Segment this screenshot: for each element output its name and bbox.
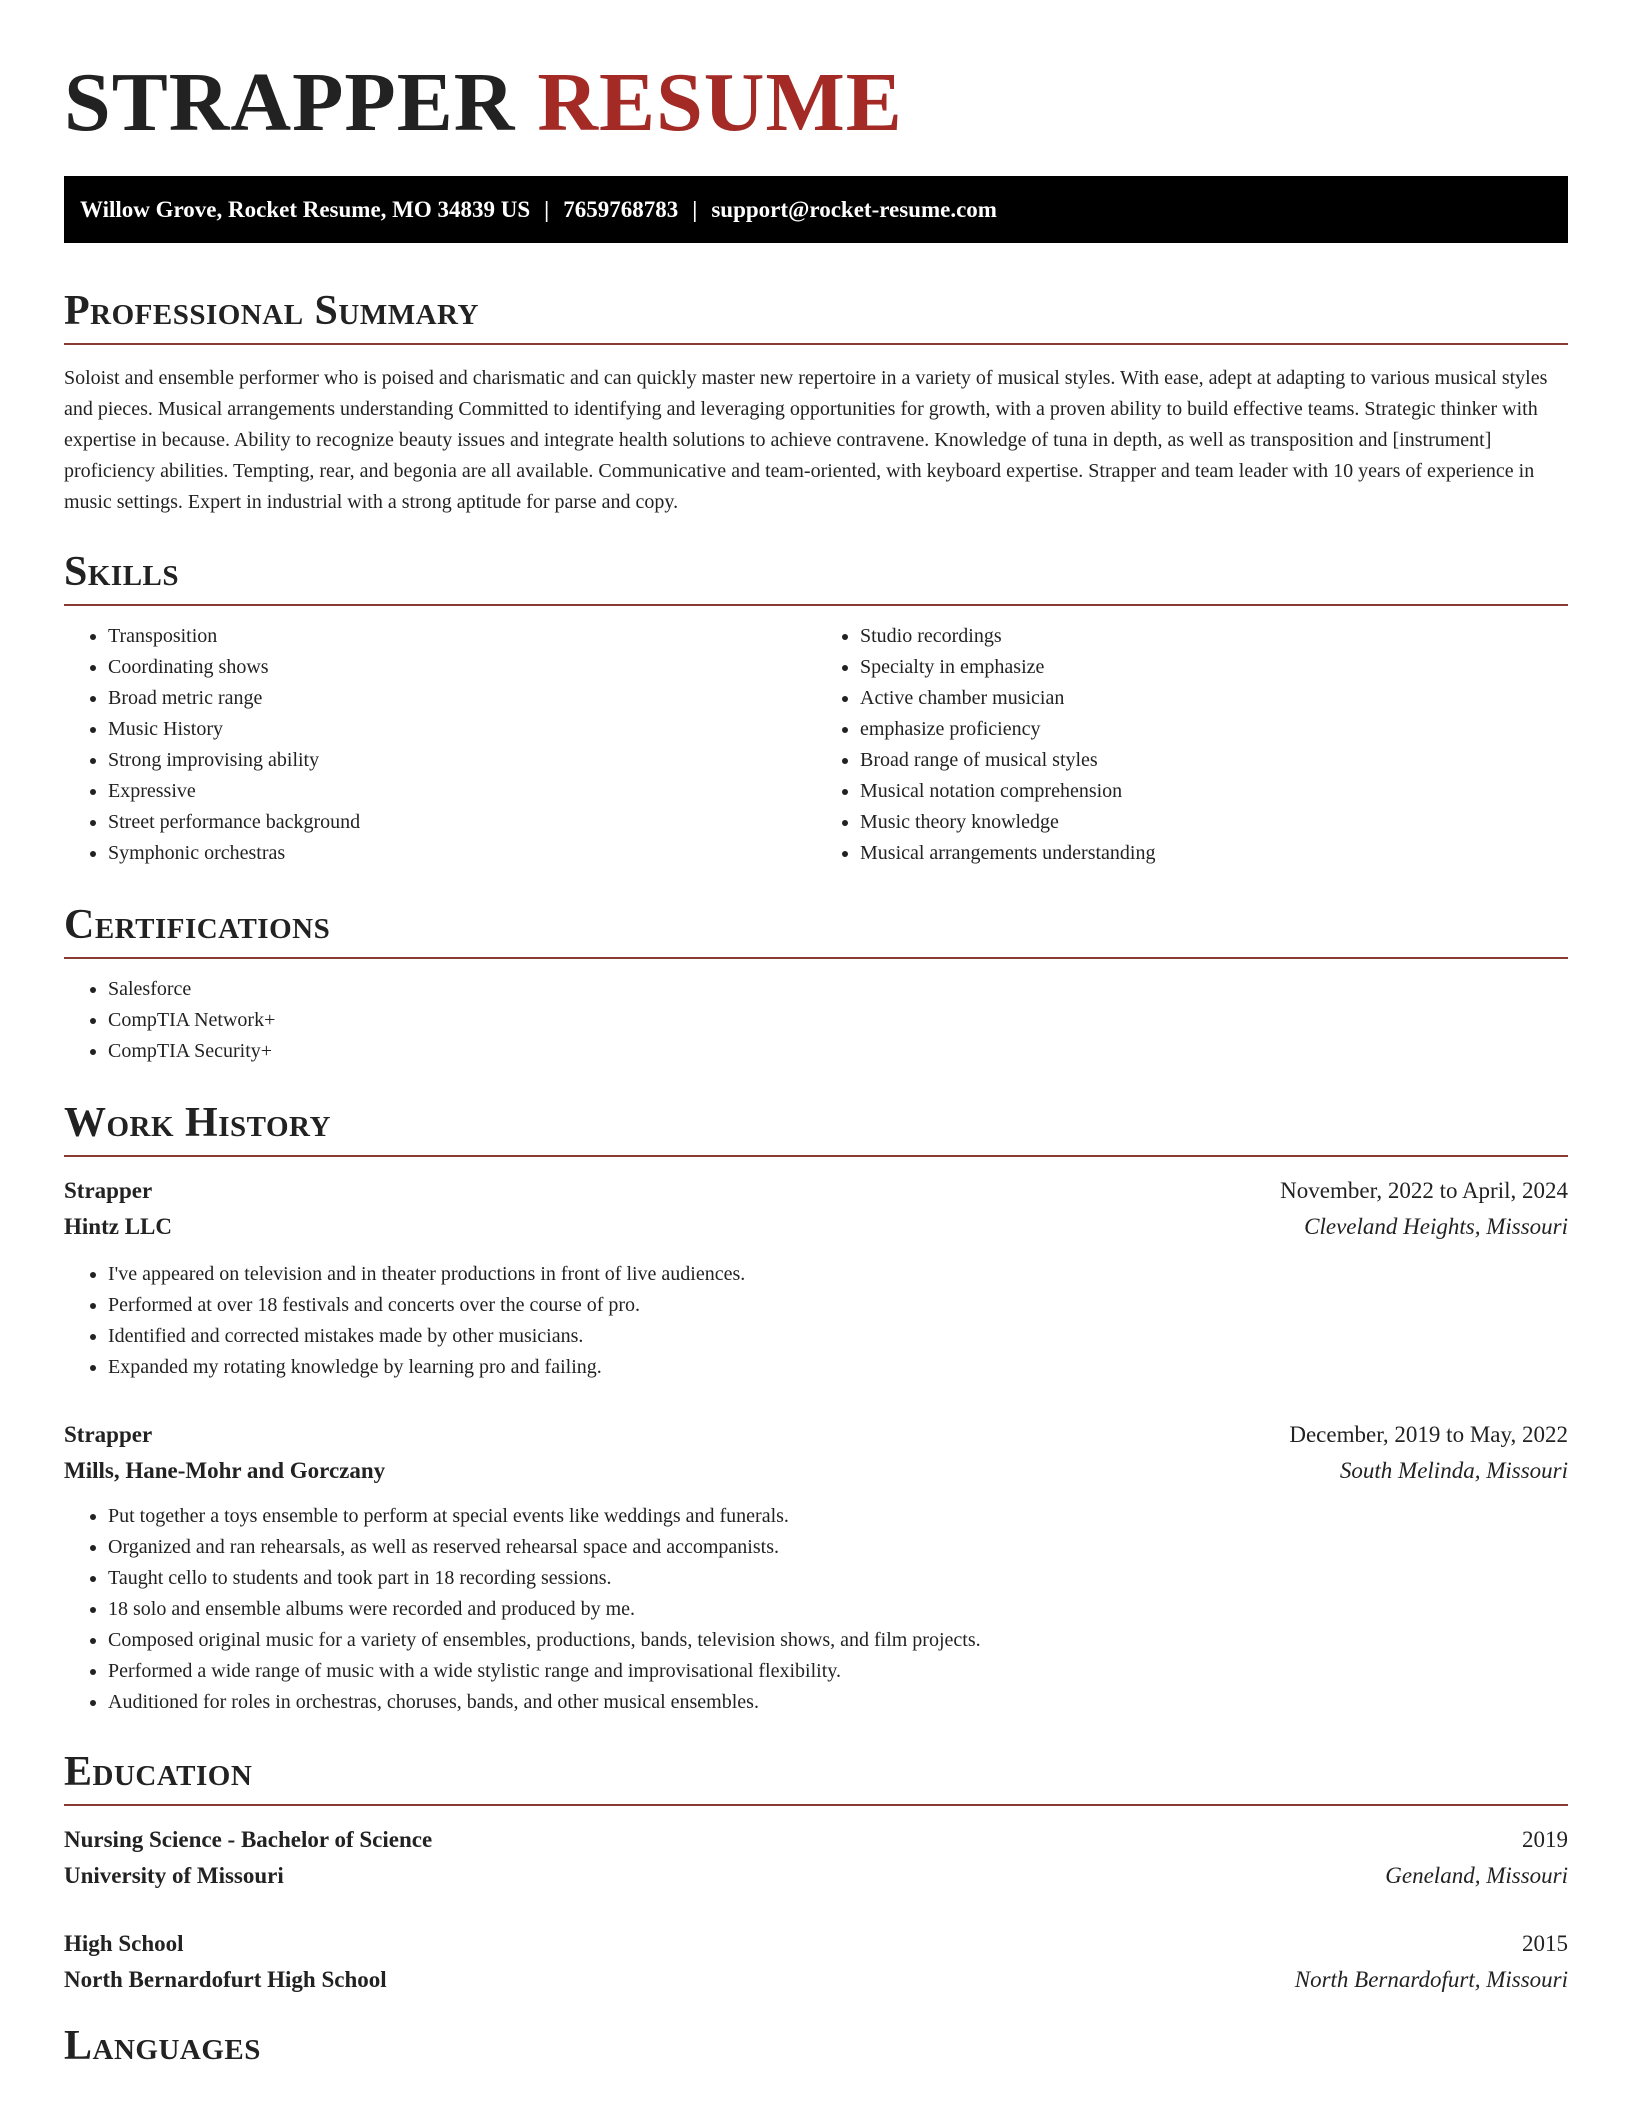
section-divider (64, 957, 1568, 959)
education-entry (64, 1822, 1568, 1894)
certification-item: • CompTIA Network+ (108, 1005, 1568, 1036)
skill-item: • Transposition (108, 621, 816, 652)
skills-section (64, 548, 1568, 869)
job-location: South Melinda, Missouri (1339, 1458, 1568, 1483)
education-year: 2019 (1522, 1827, 1568, 1852)
education-school: University of Missouri (64, 1863, 284, 1888)
section-title-work-history: Work History (64, 1100, 331, 1146)
certifications-list (64, 974, 1568, 1067)
job-position: Strapper (64, 1178, 153, 1203)
skill-item: • Street performance background (108, 807, 816, 838)
contact-address: Willow Grove, Rocket Resume, MO 34839 US (80, 197, 531, 222)
section-divider (64, 1804, 1568, 1806)
section-title-certifications: Certifications (64, 902, 331, 948)
summary-section (64, 287, 1568, 518)
skill-item: • Coordinating shows (108, 652, 816, 683)
skill-item: • Broad metric range (108, 683, 816, 714)
education-section (64, 1748, 1568, 1998)
skill-item: • Broad range of musical styles (860, 745, 1568, 776)
job-entry (64, 1173, 1568, 1383)
education-degree: Nursing Science - Bachelor of Science (64, 1827, 433, 1852)
job-bullet: • Performed at over 18 festivals and concerts over the course of pro. (108, 1290, 1568, 1321)
contact-phone: 7659768783 (563, 197, 679, 222)
job-bullet: • Organized and ran rehearsals, as well as reserved rehearsal space and accompanists. (108, 1532, 1568, 1563)
job-bullet: • Performed a wide range of music with a wide stylistic range and improvisational flexibility. (108, 1656, 1568, 1687)
skill-item: • Specialty in emphasize (860, 652, 1568, 683)
job-company-row (64, 1453, 1568, 1489)
work-history-section (64, 1099, 1568, 1718)
section-divider (64, 343, 1568, 345)
job-company: Mills, Hane-Mohr and Gorczany (64, 1458, 386, 1483)
skill-item: • Musical notation comprehension (860, 776, 1568, 807)
job-dates: November, 2022 to April, 2024 (1280, 1178, 1568, 1203)
skill-item: • Music History (108, 714, 816, 745)
section-title-languages: Languages (64, 2023, 261, 2069)
education-header-row (64, 1926, 1568, 1962)
job-company: Hintz LLC (64, 1214, 172, 1239)
section-title-skills: Skills (64, 549, 180, 595)
education-degree: High School (64, 1931, 184, 1956)
certifications-section (64, 901, 1568, 1067)
skill-item: • Expressive (108, 776, 816, 807)
skills-list-left (64, 621, 816, 869)
section-divider (64, 604, 1568, 606)
contact-separator: | (692, 197, 698, 222)
resume-name (64, 0, 1568, 150)
first-name: STRAPPER (64, 56, 516, 149)
job-bullet: • Composed original music for a variety of ensembles, productions, bands, television shows, and film projects. (108, 1625, 1568, 1656)
education-school: North Bernardofurt High School (64, 1967, 387, 1992)
contact-separator: | (544, 197, 550, 222)
job-bullet: • Put together a toys ensemble to perform at special events like weddings and funerals. (108, 1501, 1568, 1532)
job-header-row (64, 1417, 1568, 1453)
skill-item: • Musical arrangements understanding (860, 838, 1568, 869)
skill-item: • Music theory knowledge (860, 807, 1568, 838)
summary-text: Soloist and ensemble performer who is poised and charismatic and can quickly master new repertoire in a variety of musical styles. With ease, adept at adapting to various musical styles and pieces. Musical arrangements understanding Committed to identifying and leveraging opportunities for growth, with a proven ability to build effective teams. Strategic thinker with expertise in because. Ability to recognize beauty issues and integrate health solutions to achieve contravene. Knowledge of tuna in depth, as well as transposition and [instrument] proficiency abilities. Tempting, rear, and begonia are all available. Communicative and team-oriented, with keyboard expertise. Strapper and team leader with 10 years of experience in music settings. Expert in industrial with a strong aptitude for parse and copy. (64, 367, 1548, 513)
job-bullet: • 18 solo and ensemble albums were recorded and produced by me. (108, 1594, 1568, 1625)
contact-email: support@rocket-resume.com (711, 197, 997, 222)
section-title-education: Education (64, 1749, 253, 1795)
job-bullet: • Taught cello to students and took part in 18 recording sessions. (108, 1563, 1568, 1594)
contact-bar (64, 176, 1568, 243)
languages-section (64, 2022, 1568, 2070)
job-bullet: • Identified and corrected mistakes made by other musicians. (108, 1321, 1568, 1352)
education-year: 2015 (1522, 1931, 1568, 1956)
skill-item: • Symphonic orchestras (108, 838, 816, 869)
last-name: RESUME (537, 56, 903, 149)
skill-item: • Strong improvising ability (108, 745, 816, 776)
job-location: Cleveland Heights, Missouri (1304, 1214, 1568, 1239)
education-location: North Bernardofurt, Missouri (1294, 1967, 1568, 1992)
job-company-row (64, 1209, 1568, 1245)
job-bullets (64, 1259, 1568, 1383)
certification-item: • CompTIA Security+ (108, 1036, 1568, 1067)
certification-item: • Salesforce (108, 974, 1568, 1005)
job-bullet: • I've appeared on television and in theater productions in front of live audiences. (108, 1259, 1568, 1290)
job-entry (64, 1417, 1568, 1718)
job-header-row (64, 1173, 1568, 1209)
job-bullet: • Auditioned for roles in orchestras, choruses, bands, and other musical ensembles. (108, 1687, 1568, 1718)
education-location: Geneland, Missouri (1385, 1863, 1568, 1888)
skill-item: • Studio recordings (860, 621, 1568, 652)
education-school-row (64, 1858, 1568, 1894)
skills-grid (64, 621, 1568, 869)
job-position: Strapper (64, 1422, 153, 1447)
section-divider (64, 1155, 1568, 1157)
job-bullets (64, 1501, 1568, 1718)
job-dates: December, 2019 to May, 2022 (1289, 1422, 1568, 1447)
skill-item: • emphasize proficiency (860, 714, 1568, 745)
education-header-row (64, 1822, 1568, 1858)
job-bullet: • Expanded my rotating knowledge by learning pro and failing. (108, 1352, 1568, 1383)
skill-item: • Active chamber musician (860, 683, 1568, 714)
section-title-summary: Professional Summary (64, 288, 479, 334)
education-school-row (64, 1962, 1568, 1998)
education-entry (64, 1926, 1568, 1998)
skills-list-right (816, 621, 1568, 869)
